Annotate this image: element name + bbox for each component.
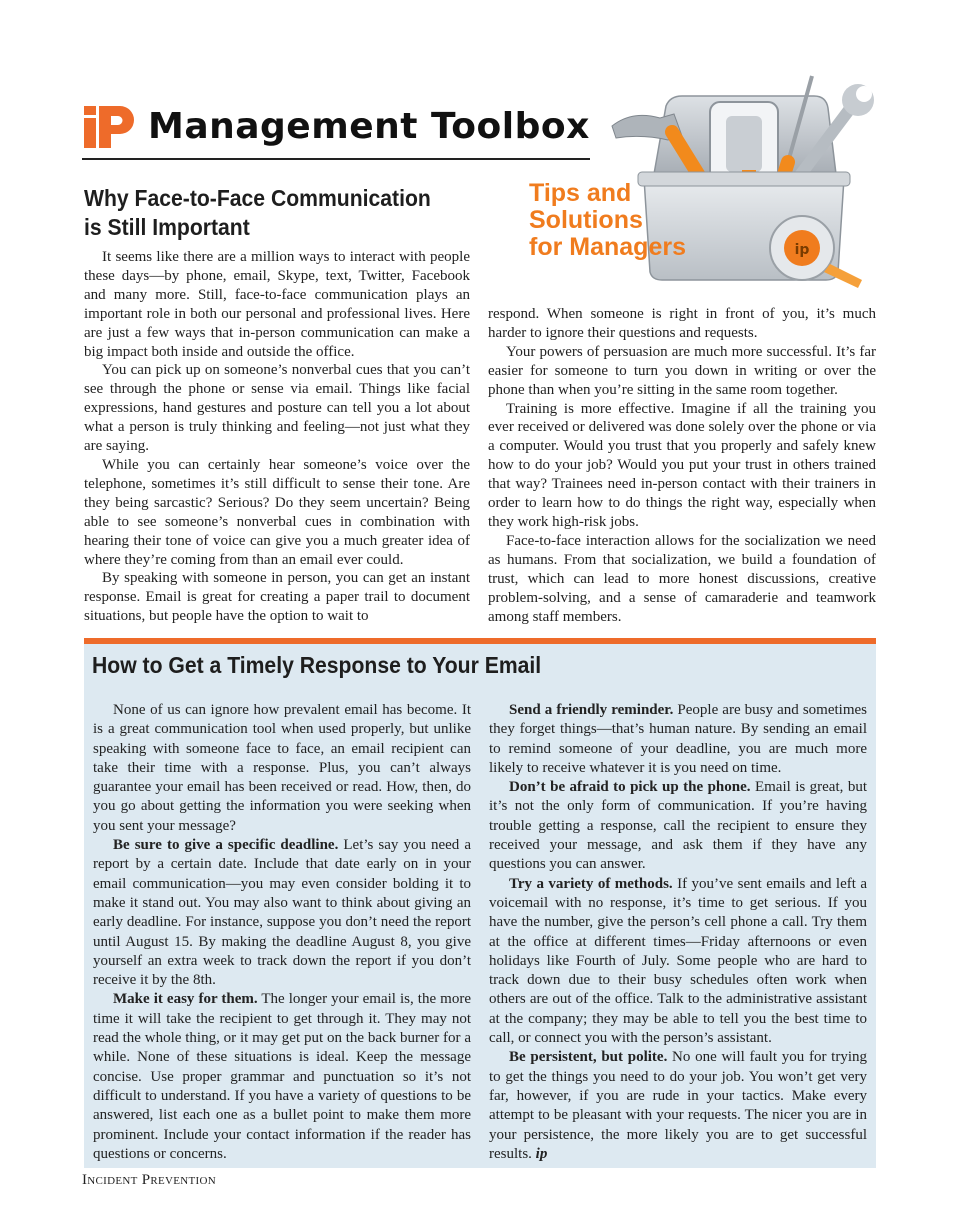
footer-text: Incident Prevention — [82, 1172, 216, 1188]
paragraph: Training is more effective. Imagine if all the training you ever received or delivered was done solely over the phone or via a computer. Would you trust that you properly and safely knew how to do your job? Would you put your trust in others trained that way? Trainees need in-person contact with their trainers in order to learn how to do things the right way, especially when they work high-risk jobs. — [488, 400, 876, 530]
paragraph: Face-to-face interaction allows for the socialization we need as humans. From that socialization, we build a foundation of trust, which can lead to more honest discussions, creative problem-solving, and a sense of camaraderie and teamwork among staff members. — [488, 532, 876, 625]
tips-line: Solutions — [529, 206, 643, 234]
header-rule — [82, 158, 590, 160]
paragraph: Your powers of persuasion are much more successful. It’s far easier for someone to turn you down in writing or over the phone than when you’re sitting in the same room together. — [488, 343, 876, 398]
article1-column2 — [488, 305, 876, 626]
tips-line: Tips and — [529, 179, 632, 207]
paragraph: Make it easy for them. The longer your email is, the more time it will take the recipient to get through it. They may not read the whole thing, or it may get put on the back burner for a while. None of these situations is ideal. Keep the message concise. Use proper grammar and punctuation so it’s not difficult to understand. If you have a variety of questions to be answered, list each one as a bullet point to make them more prominent. Include your contact information if the reader has questions or concerns. — [93, 991, 471, 1162]
publication-footer — [82, 1172, 216, 1189]
paragraph: By speaking with someone in person, you can get an instant response. Email is great for creating a paper trail to document situations, but people have the option to wait to — [84, 570, 470, 625]
tip-lead: Try a variety of methods. — [509, 875, 673, 892]
svg-text:ip: ip — [794, 242, 810, 258]
paragraph: Be persistent, but polite. No one will fault you for trying to get the things you need to do your job. You won’t get very far, however, if you are rude in your tactics. Make every attempt to be pleasant with your requests. The nicer you are in your persistence, the more likely you are to get successful results. ip — [489, 1049, 867, 1162]
tip-lead: Be sure to give a specific deadline. — [113, 837, 339, 854]
paragraph: None of us can ignore how prevalent email has become. It is a great communication tool when used properly, but unlike speaking with someone face to face, an email recipient can take their time with a response. Plus, you can’t always guarantee your email has been received or read. How, then, do you go about getting the information you were seeking when you sent your message? — [93, 702, 471, 834]
tip-lead: Don’t be afraid to pick up the phone. — [509, 779, 751, 796]
article1-column1 — [84, 248, 470, 626]
tips-line: for Managers — [529, 233, 686, 261]
end-mark: ip — [535, 1145, 548, 1162]
tip-lead: Be persistent, but polite. — [509, 1049, 668, 1066]
masthead-title: Management Toolbox — [148, 106, 590, 147]
article2-column1 — [93, 701, 471, 1164]
paragraph: Be sure to give a specific deadline. Let’s say you need a report by a certain date. Include that date early on in your email communication—you may even consider bolding it to make it stand out. You may also want to think about giving an early deadline. For instance, suppose you don’t need the report until August 15. By making the deadline August 8, you give yourself an extra week to track down the report if you don’t receive it by the 8th. — [93, 837, 471, 989]
article-title: Why Face-to-Face Communication is Still Important — [84, 185, 431, 240]
article-title: How to Get a Timely Response to Your Email — [92, 652, 542, 678]
tips-and-solutions-heading — [529, 180, 686, 261]
paragraph: respond. When someone is right in front of you, it’s much harder to ignore their questions and requests. — [488, 306, 876, 341]
ip-logo — [84, 104, 136, 148]
paragraph: Send a friendly reminder. People are busy and sometimes they forget things—that’s human nature. By sending an email to remind someone of your deadline, you are much more likely to receive whatever it is you need on time. — [489, 702, 867, 776]
tip-lead: Make it easy for them. — [113, 991, 258, 1008]
paragraph: Try a variety of methods. If you’ve sent emails and left a voicemail with no response, it’s time to get serious. If you have the number, give the person’s cell phone a call. Try them at the office at different times—Friday afternoons or even holidays like Fourth of July. Some people who are hard to track down due to their busy schedules often work when others are out of the office. Talk to the administrative assistant at the company; they may be able to tell you the best time to call, or connect you with the person’s assistant. — [489, 875, 867, 1047]
paragraph: You can pick up on someone’s nonverbal cues that you can’t see through the phone or sense via email. Things like facial expressions, hand gestures and posture can tell you a lot about what a person is truly thinking and feeling—not just what they are saying. — [84, 362, 470, 455]
tip-lead: Send a friendly reminder. — [509, 702, 674, 718]
paragraph: Don’t be afraid to pick up the phone. Email is great, but it’s not the only form of communication. If you’re having trouble getting a response, call the recipient to ensure they received your message, and ask them if they have any questions you can answer. — [489, 779, 867, 873]
article2-column2 — [489, 701, 867, 1164]
paragraph: It seems like there are a million ways to interact with people these days—by phone, email, Skype, text, Twitter, Facebook and many more. Still, face-to-face communication plays an important role in both our personal and professional lives. Here are just a few ways that in-person communication can make a big impact both inside and outside the office. — [84, 249, 470, 360]
paragraph: While you can certainly hear someone’s voice over the telephone, sometimes it’s still difficult to sense their tone. Are they being sarcastic? Serious? Do they seem uncertain? Being able to see someone’s nonverbal cues in combination with hearing their tone of voice can give you a much greater idea of where they’re coming from than an email ever could. — [84, 456, 470, 568]
